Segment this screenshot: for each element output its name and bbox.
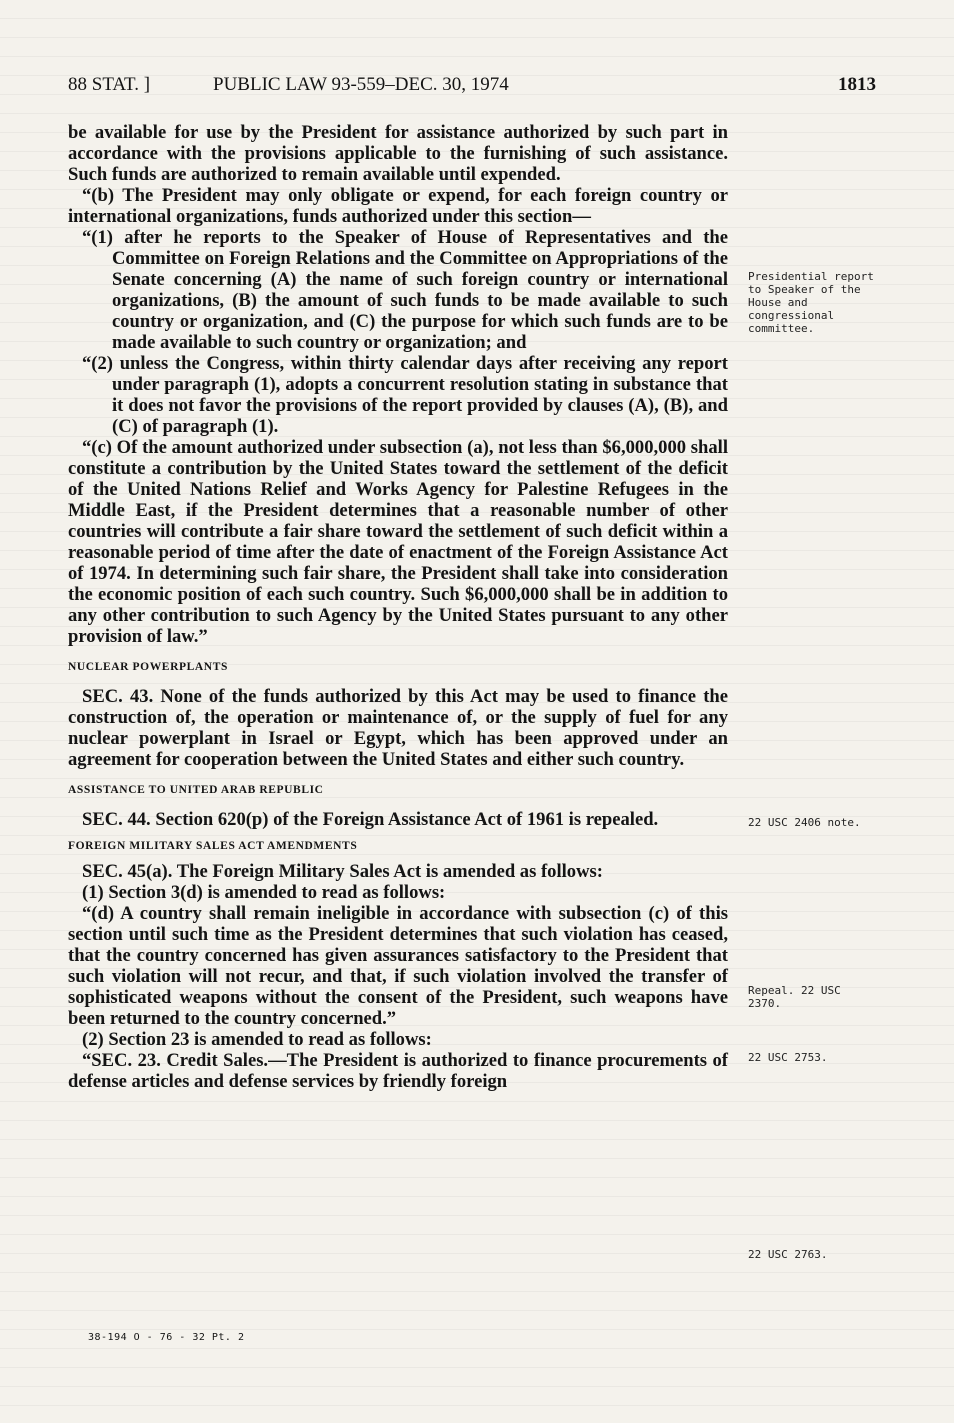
margin-note: 22 USC 2753. — [748, 1051, 828, 1064]
section-heading: NUCLEAR POWERPLANTS — [68, 661, 228, 673]
running-header — [68, 74, 876, 100]
paragraph: “(1) after he reports to the Speaker of House of Representatives and the Committee on Foreign Relations and the Committee on Appropriations of the Senate concerning (A) the name of such foreign country or international organizations, (B) the amount of such funds to be made available to such country or organization, and (C) the purpose for which such funds are to be made available to such country or organization; and — [82, 227, 728, 353]
page-number: 1813 — [838, 74, 876, 95]
paragraph: “(2) unless the Congress, within thirty calendar days after receiving any report under paragraph (1), adopts a concurrent resolution stating in substance that it does not favor the provisions of the report provided by clauses (A), (B), and (C) of paragraph (1). — [82, 353, 728, 437]
margin-note: 22 USC 2763. — [748, 1248, 828, 1261]
margin-note: Repeal. 22 USC 2370. — [748, 984, 841, 1010]
paragraph: be available for use by the President for assistance authorized by such part in accordance with the provisions applicable to the furnishing of such assistance. Such funds are authorized to remain available until expended. — [68, 122, 728, 185]
margin-note: Presidential report to Speaker of the House and congressional committee. — [748, 270, 874, 335]
paragraph: (1) Section 3(d) is amended to read as follows: — [82, 882, 446, 903]
paragraph: “(d) A country shall remain ineligible in accordance with subsection (c) of this section until such time as the President determines that such violation has ceased, that the country concerned has given assurances satisfactory to the President that such violation will not recur, and that, if such violation involved the transfer of sophisticated weapons without the consent of the President, such weapons have been returned to the country concerned.” — [68, 903, 728, 1029]
statute-volume: 88 STAT. ] — [68, 74, 151, 95]
body-text — [68, 122, 728, 1092]
paragraph: “(c) Of the amount authorized under subsection (a), not less than $6,000,000 shall constitute a contribution by the United States toward the settlement of the deficit of the United Nations Relief and Works Agency for Palestine Refugees in the Middle East, if the President determines that a reasonable number of other countries will contribute a fair share toward the settlement of such deficit within a reasonable period of time after the date of enactment of the Foreign Assistance Act of 1974. In determining such fair share, the President shall take into consideration the economic position of each such country. Such $6,000,000 shall be in addition to any other contribution to such Agency by the United States pursuant to any other provision of law.” — [68, 437, 728, 647]
margin-note: 22 USC 2406 note. — [748, 816, 861, 829]
paragraph: SEC. 45(a). The Foreign Military Sales Act is amended as follows: — [82, 861, 603, 882]
section-heading: ASSISTANCE TO UNITED ARAB REPUBLIC — [68, 784, 324, 796]
paragraph: SEC. 44. Section 620(p) of the Foreign Assistance Act of 1961 is repealed. — [82, 809, 659, 830]
section-heading: FOREIGN MILITARY SALES ACT AMENDMENTS — [68, 840, 358, 852]
paragraph: (2) Section 23 is amended to read as follows: — [82, 1029, 432, 1050]
print-code: 38-194 O - 76 - 32 Pt. 2 — [88, 1332, 245, 1343]
paragraph: “(b) The President may only obligate or expend, for each foreign country or international organizations, funds authorized under this section— — [68, 185, 728, 227]
law-title: PUBLIC LAW 93-559–DEC. 30, 1974 — [213, 74, 509, 95]
paragraph: “SEC. 23. Credit Sales.—The President is authorized to finance procurements of defense articles and defense services by friendly foreign — [68, 1050, 728, 1092]
paragraph: SEC. 43. None of the funds authorized by this Act may be used to finance the construction of, the operation or maintenance of, or the supply of fuel for any nuclear powerplant in Israel or Egypt, which has been approved under an agreement for cooperation between the United States and either such country. — [68, 686, 728, 770]
